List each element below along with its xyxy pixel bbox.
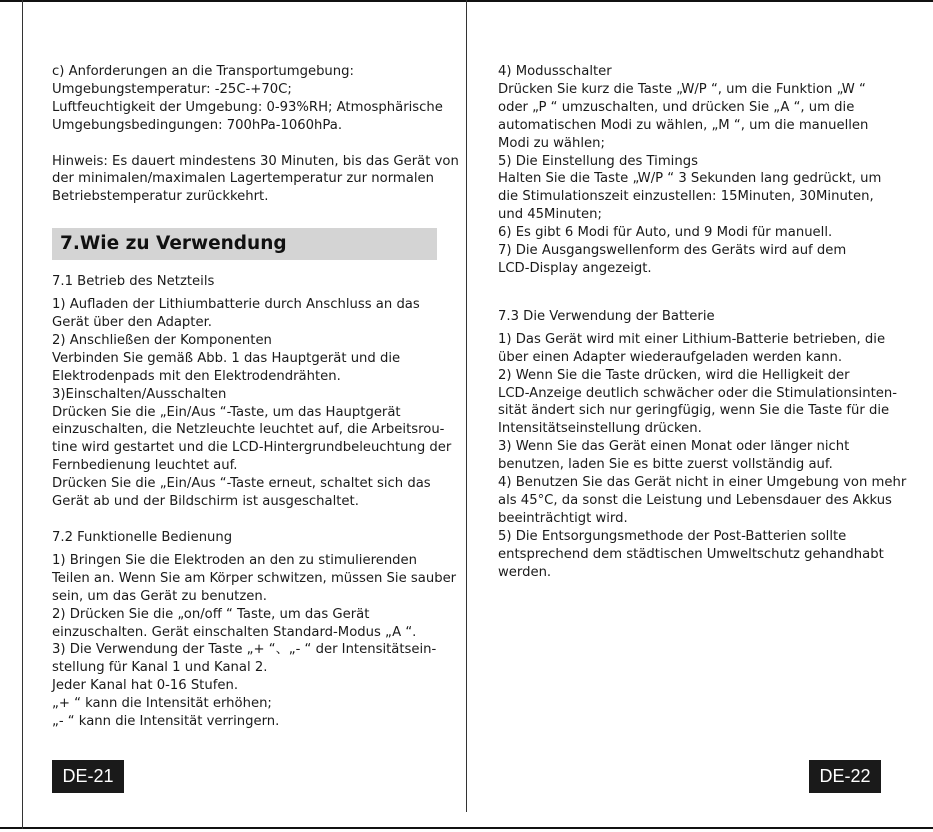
subsection-body-7-1 <box>52 296 452 511</box>
text-line: sität ändert sich nur geringfügig, wenn Sie die Taste für die <box>498 403 890 419</box>
text-line: entsprechend dem städtischen Umweltschutz gehandhabt <box>498 546 884 562</box>
text-line: Verbinden Sie gemäß Abb. 1 das Hauptgerät und die <box>52 350 401 366</box>
text-line: oder „P “ umzuschalten, und drücken Sie „A “, um die <box>498 99 855 115</box>
text-line: 1) Das Gerät wird mit einer Lithium-Batterie betrieben, die <box>498 331 886 347</box>
subsection-heading-7-3: 7.3 Die Verwendung der Batterie <box>498 308 715 324</box>
text-line: 3) Die Verwendung der Taste „+ “、„- “ der Intensitätsein- <box>52 642 437 658</box>
text-line: 5) Die Einstellung des Timings <box>498 153 698 169</box>
left-page-column <box>52 63 459 731</box>
text-line: 1) Bringen Sie die Elektroden an den zu stimulierenden <box>52 552 418 568</box>
text-line: Fernbedienung leuchtet auf. <box>52 458 238 474</box>
text-line: als 45°C, da sonst die Leistung und Lebensdauer des Akkus <box>498 492 892 508</box>
text-line: die Stimulationszeit einzustellen: 15Minuten, 30Minuten, <box>498 189 874 205</box>
mode-and-timing-instructions <box>498 63 883 278</box>
page-divider <box>466 0 467 812</box>
subsection-body-7-2 <box>52 552 457 731</box>
text-line: LCD-Anzeige deutlich schwächer oder die Stimulationsinten- <box>498 385 897 401</box>
text-line: werden. <box>498 564 552 580</box>
subsection-body-7-3 <box>498 331 907 582</box>
text-line: über einen Adapter wiederaufgeladen werden kann. <box>498 349 843 365</box>
text-line: 5) Die Entsorgungsmethode der Post-Batterien sollte <box>498 528 847 544</box>
text-line: automatischen Modi zu wählen, „M “, um die manuellen <box>498 117 869 133</box>
text-line: 4) Modusschalter <box>498 64 612 79</box>
text-line: stellung für Kanal 1 und Kanal 2. <box>52 660 268 676</box>
section-title-bar <box>52 228 437 260</box>
text-line: beeinträchtigt wird. <box>498 510 628 526</box>
text-line: benutzen, laden Sie es bitte zuerst vollständig auf. <box>498 457 833 473</box>
transport-requirements <box>52 63 443 135</box>
right-page-column <box>498 63 907 581</box>
text-line: Intensitätseinstellung drücken. <box>498 421 702 437</box>
storage-note <box>52 153 459 207</box>
text-line: Jeder Kanal hat 0-16 Stufen. <box>52 678 239 694</box>
text-line: einzuschalten. Gerät einschalten Standard-Modus „A “. <box>52 624 417 640</box>
text-line: LCD-Display angezeigt. <box>498 260 652 276</box>
text-line: 2) Drücken Sie die „on/off “ Taste, um das Gerät <box>52 606 370 622</box>
text-line: 3) Wenn Sie das Gerät einen Monat oder länger nicht <box>498 439 850 455</box>
text-line: Teilen an. Wenn Sie am Körper schwitzen, müssen Sie sauber <box>52 570 457 586</box>
text-line: Halten Sie die Taste „W/P “ 3 Sekunden lang gedrückt, um <box>498 171 882 187</box>
text-line: tine wird gestartet und die LCD-Hintergrundbeleuchtung der <box>52 440 452 456</box>
text-line: der minimalen/maximalen Lagertemperatur zur normalen <box>52 171 434 187</box>
text-line: „- “ kann die Intensität verringern. <box>52 714 280 730</box>
page-number-right: DE-22 <box>809 760 881 793</box>
text-line: 4) Benutzen Sie das Gerät nicht in einer Umgebung von mehr <box>498 475 907 491</box>
text-line: Gerät ab und der Bildschirm ist ausgeschaltet. <box>52 494 359 510</box>
text-line: Modi zu wählen; <box>498 135 605 151</box>
text-line: 2) Wenn Sie die Taste drücken, wird die Helligkeit der <box>498 367 850 383</box>
text-line: Elektrodenpads mit den Elektrodendrähten. <box>52 368 341 384</box>
text-line: Drücken Sie die „Ein/Aus “-Taste erneut, schaltet sich das <box>52 476 431 492</box>
text-line: „+ “ kann die Intensität erhöhen; <box>52 696 272 712</box>
text-line: 3)Einschalten/Ausschalten <box>52 386 227 402</box>
text-line: 7) Die Ausgangswellenform des Geräts wird auf dem <box>498 243 847 259</box>
text-line: Drücken Sie kurz die Taste „W/P “, um die Funktion „W “ <box>498 81 866 97</box>
bottom-border <box>0 827 933 829</box>
text-line: Umgebungstemperatur: -25C-+70C; <box>52 81 292 97</box>
text-line: c) Anforderungen an die Transportumgebung: <box>52 64 354 79</box>
text-line: einzuschalten, die Netzleuchte leuchtet auf, die Arbeitsrou- <box>52 422 445 438</box>
text-line: Gerät über den Adapter. <box>52 315 212 331</box>
text-line: sein, um das Gerät zu benutzen. <box>52 588 267 604</box>
left-border <box>22 0 23 829</box>
text-line: Luftfeuchtigkeit der Umgebung: 0-93%RH; Atmosphärische <box>52 99 443 115</box>
subsection-heading-7-2: 7.2 Funktionelle Bedienung <box>52 530 233 546</box>
text-line: Drücken Sie die „Ein/Aus “-Taste, um das Hauptgerät <box>52 404 401 420</box>
text-line: Umgebungsbedingungen: 700hPa-1060hPa. <box>52 117 343 133</box>
section-title: 7.Wie zu Verwendung <box>60 233 287 255</box>
text-line: Betriebstemperatur zurückkehrt. <box>52 189 269 205</box>
page-number-left: DE-21 <box>52 760 124 793</box>
text-line: 6) Es gibt 6 Modi für Auto, und 9 Modi für manuell. <box>498 225 833 241</box>
text-line: 1) Aufladen der Lithiumbatterie durch Anschluss an das <box>52 297 420 313</box>
text-line: und 45Minuten; <box>498 207 602 223</box>
text-line: Hinweis: Es dauert mindestens 30 Minuten, bis das Gerät von <box>52 153 459 169</box>
text-line: 2) Anschließen der Komponenten <box>52 332 272 348</box>
subsection-heading-7-1: 7.1 Betrieb des Netzteils <box>52 274 215 290</box>
